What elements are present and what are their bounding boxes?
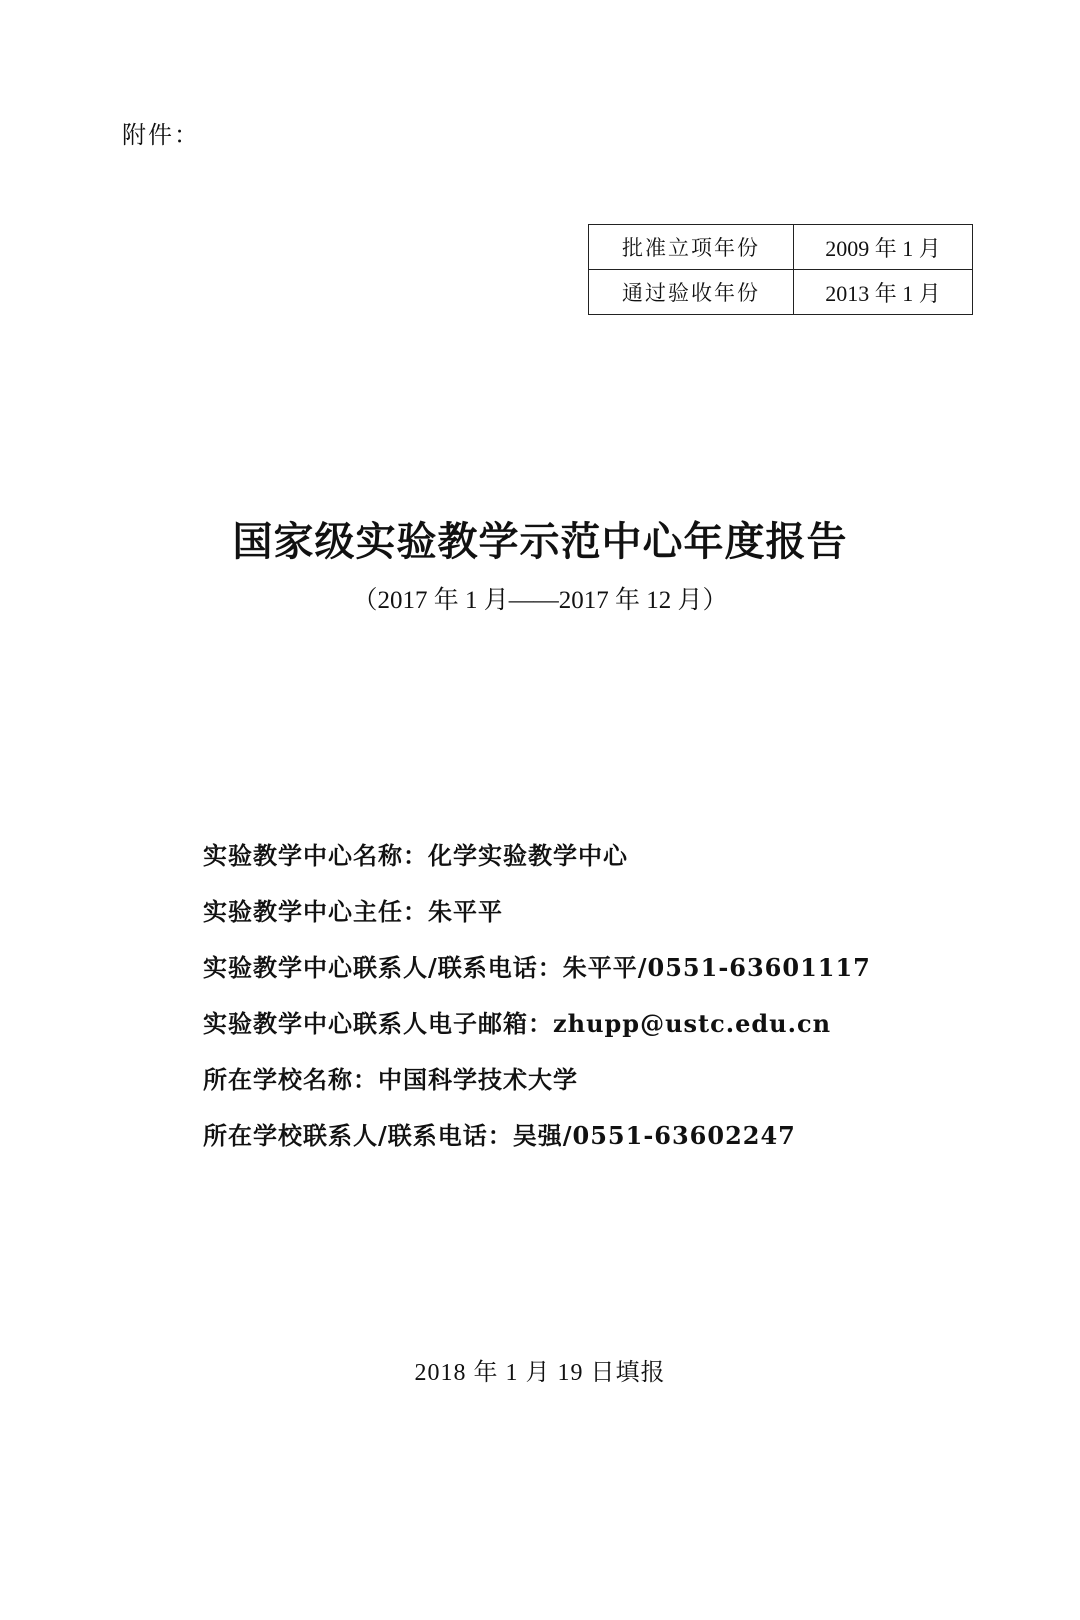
approval-year-value: 2009 年 1 月 <box>794 225 973 270</box>
school-contact-value: 吴强/0551-63602247 <box>512 1121 796 1150</box>
center-contact-line <box>203 950 1023 1006</box>
report-period: （2017 年 1 月——2017 年 12 月） <box>352 587 728 614</box>
center-email-line <box>203 1006 1023 1062</box>
center-contact-label: 实验教学中心联系人/联系电话： <box>203 953 563 982</box>
school-contact-line <box>203 1118 1023 1174</box>
center-director-value: 朱平平 <box>428 897 503 926</box>
center-name-value: 化学实验教学中心 <box>428 841 628 870</box>
acceptance-year-label: 通过验收年份 <box>589 270 794 315</box>
center-email-label: 实验教学中心联系人电子邮箱： <box>203 1009 553 1038</box>
acceptance-year-value: 2013 年 1 月 <box>794 270 973 315</box>
school-name-label: 所在学校名称： <box>203 1065 378 1094</box>
center-email-value: zhupp@ustc.edu.cn <box>553 1009 832 1038</box>
center-name-line <box>203 838 1023 894</box>
center-director-line <box>203 894 1023 950</box>
center-info <box>203 838 1023 1174</box>
school-name-line <box>203 1062 1023 1118</box>
filled-date: 2018 年 1 月 19 日填报 <box>414 1360 666 1386</box>
center-contact-value: 朱平平/0551-63601117 <box>562 953 871 982</box>
table-row <box>589 225 973 270</box>
report-title: 国家级实验教学示范中心年度报告 <box>232 519 848 565</box>
school-name-value: 中国科学技术大学 <box>378 1065 578 1094</box>
approval-record-table <box>588 224 973 315</box>
attachment-label: 附件： <box>122 121 200 149</box>
approval-year-label: 批准立项年份 <box>589 225 794 270</box>
center-director-label: 实验教学中心主任： <box>203 897 428 926</box>
table-row <box>589 270 973 315</box>
center-name-label: 实验教学中心名称： <box>203 841 428 870</box>
school-contact-label: 所在学校联系人/联系电话： <box>203 1121 513 1150</box>
